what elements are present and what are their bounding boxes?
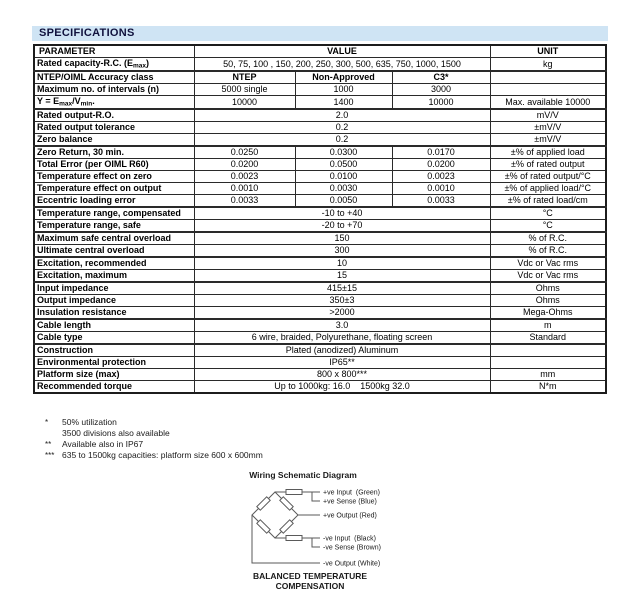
param-subscript: max <box>59 100 73 108</box>
table-row <box>34 146 606 159</box>
neg-output-label: -ve Output (White) <box>323 560 381 568</box>
value-cell: 0.0050 <box>295 195 392 208</box>
footnote-marker: ** <box>45 440 52 449</box>
param-cell: Environmental protection <box>34 357 194 369</box>
table-row <box>34 122 606 134</box>
param-cell: Maximum no. of intervals (n) <box>34 84 194 96</box>
param-cell: Rated output-R.O. <box>34 109 194 122</box>
param-cell: Maximum safe central overload <box>34 232 194 245</box>
footnote-marker: * <box>45 418 49 427</box>
header-parameter: PARAMETER <box>34 45 194 58</box>
table-row <box>34 357 606 369</box>
unit-cell: mV/V <box>490 109 606 122</box>
unit-cell: % of R.C. <box>490 232 606 245</box>
table-row <box>34 332 606 345</box>
unit-cell: ±% of rated load/cm <box>490 195 606 208</box>
unit-cell: °C <box>490 220 606 233</box>
unit-cell: ±% of applied load <box>490 146 606 159</box>
resistor-icon <box>257 520 270 533</box>
table-row <box>34 134 606 147</box>
unit-cell <box>490 84 606 96</box>
value-cell: 10 <box>194 257 490 270</box>
unit-cell: Ohms <box>490 282 606 295</box>
table-row <box>34 220 606 233</box>
param-cell: NTEP/OIML Accuracy class <box>34 71 194 84</box>
param-subscript: min <box>80 100 93 108</box>
unit-cell <box>490 344 606 357</box>
value-cell: 10000 <box>194 96 295 110</box>
value-cell: NTEP <box>194 71 295 84</box>
value-cell: 0.0033 <box>194 195 295 208</box>
table-row <box>34 369 606 381</box>
param-text: ) <box>146 58 150 68</box>
value-cell: 800 x 800*** <box>194 369 490 381</box>
param-cell: Rated output tolerance <box>34 122 194 134</box>
unit-cell: ±% of rated output <box>490 159 606 171</box>
param-cell: Recommended torque <box>34 381 194 394</box>
value-cell: 0.0500 <box>295 159 392 171</box>
unit-cell: % of R.C. <box>490 245 606 258</box>
resistor-icon <box>280 520 293 533</box>
param-cell: Ultimate central overload <box>34 245 194 258</box>
bridge-resistors <box>257 490 302 541</box>
table-row <box>34 282 606 295</box>
unit-cell: kg <box>490 58 606 72</box>
unit-cell: ±mV/V <box>490 134 606 147</box>
caption-line-1: BALANCED TEMPERATURE <box>252 571 368 581</box>
value-cell: 0.0100 <box>295 171 392 183</box>
page-title: SPECIFICATIONS <box>32 26 608 41</box>
value-cell: 5000 single <box>194 84 295 96</box>
unit-cell: mm <box>490 369 606 381</box>
param-subscript: max <box>133 62 147 70</box>
footnote-line <box>45 439 263 450</box>
unit-cell <box>490 357 606 369</box>
pos-input-label: +ve Input (Green) <box>323 489 381 497</box>
unit-cell: Vdc or Vac rms <box>490 270 606 283</box>
value-cell: 300 <box>194 245 490 258</box>
value-cell: 3.0 <box>194 319 490 332</box>
value-cell: -20 to +70 <box>194 220 490 233</box>
value-cell: 50, 75, 100 , 150, 200, 250, 300, 500, 635, 750, 1000, 1500 <box>194 58 490 72</box>
param-cell: Input impedance <box>34 282 194 295</box>
value-cell: IP65** <box>194 357 490 369</box>
param-cell <box>34 96 194 110</box>
value-cell: Plated (anodized) Aluminum <box>194 344 490 357</box>
footnote-text: 3500 divisions also available <box>62 428 170 438</box>
table-row <box>34 245 606 258</box>
value-cell: C3* <box>392 71 490 84</box>
footnote-line <box>45 417 263 428</box>
footnote-text: 50% utilization <box>62 417 117 427</box>
table-row <box>34 257 606 270</box>
value-cell: -10 to +40 <box>194 207 490 220</box>
param-text: Y = E <box>37 96 60 106</box>
pos-sense-wire <box>312 492 320 501</box>
footnotes <box>45 417 263 461</box>
param-cell: Temperature range, safe <box>34 220 194 233</box>
param-cell: Platform size (max) <box>34 369 194 381</box>
unit-cell: Mega-Ohms <box>490 307 606 320</box>
value-cell: 0.0010 <box>194 183 295 195</box>
table-row <box>34 109 606 122</box>
value-cell: 1000 <box>295 84 392 96</box>
table-row <box>34 171 606 183</box>
value-cell: 15 <box>194 270 490 283</box>
table-row <box>34 58 606 72</box>
unit-cell: N*m <box>490 381 606 394</box>
param-text: . <box>92 96 95 106</box>
value-cell: 1400 <box>295 96 392 110</box>
wiring-diagram-title: Wiring Schematic Diagram <box>249 470 357 480</box>
table-row <box>34 207 606 220</box>
param-cell: Zero balance <box>34 134 194 147</box>
bridge-diamond <box>252 492 298 538</box>
param-cell: Construction <box>34 344 194 357</box>
value-cell: 6 wire, braided, Polyurethane, floating screen <box>194 332 490 345</box>
pos-output-label: +ve Output (Red) <box>323 512 377 520</box>
value-cell: 0.0170 <box>392 146 490 159</box>
diagram-caption <box>240 572 380 591</box>
value-cell: 0.0010 <box>392 183 490 195</box>
table-header-row <box>34 45 606 58</box>
param-cell: Eccentric loading error <box>34 195 194 208</box>
param-cell: Zero Return, 30 min. <box>34 146 194 159</box>
value-cell: Non-Approved <box>295 71 392 84</box>
value-cell: 0.2 <box>194 122 490 134</box>
value-cell: 3000 <box>392 84 490 96</box>
unit-cell: ±% of rated output/°C <box>490 171 606 183</box>
table-row <box>34 344 606 357</box>
table-row <box>34 96 606 110</box>
footnote-text: 635 to 1500kg capacities: platform size 600 x 600mm <box>62 450 263 460</box>
table-row <box>34 270 606 283</box>
value-cell: 0.2 <box>194 134 490 147</box>
value-cell: 0.0200 <box>392 159 490 171</box>
value-cell: 0.0250 <box>194 146 295 159</box>
resistor-icon <box>257 497 270 510</box>
footnote-text: Available also in IP67 <box>62 439 144 449</box>
header-unit: UNIT <box>490 45 606 58</box>
param-cell: Cable type <box>34 332 194 345</box>
param-cell: Output impedance <box>34 295 194 307</box>
wheatstone-bridge-diagram <box>240 485 430 571</box>
table-row <box>34 319 606 332</box>
value-cell: 150 <box>194 232 490 245</box>
unit-cell: ±% of applied load/°C <box>490 183 606 195</box>
table-row <box>34 295 606 307</box>
footnote-line <box>45 450 263 461</box>
value-cell: 0.0300 <box>295 146 392 159</box>
value-cell: 0.0023 <box>194 171 295 183</box>
param-cell: Temperature effect on output <box>34 183 194 195</box>
unit-cell: ±mV/V <box>490 122 606 134</box>
header-value: VALUE <box>194 45 490 58</box>
value-cell: 0.0023 <box>392 171 490 183</box>
value-cell: >2000 <box>194 307 490 320</box>
value-cell: 350±3 <box>194 295 490 307</box>
neg-sense-label: -ve Sense (Brown) <box>323 544 381 552</box>
table-row <box>34 307 606 320</box>
table-row <box>34 84 606 96</box>
param-text: Rated capacity-R.C. (E <box>37 58 134 68</box>
value-cell: 2.0 <box>194 109 490 122</box>
footnote-marker <box>45 428 62 439</box>
param-cell: Temperature range, compensated <box>34 207 194 220</box>
value-cell: 0.0033 <box>392 195 490 208</box>
table-row <box>34 71 606 84</box>
unit-cell: Vdc or Vac rms <box>490 257 606 270</box>
param-cell: Excitation, maximum <box>34 270 194 283</box>
value-cell: 0.0200 <box>194 159 295 171</box>
footnote-line <box>45 428 263 439</box>
neg-sense-wire <box>312 538 320 547</box>
value-cell: 10000 <box>392 96 490 110</box>
param-cell: Cable length <box>34 319 194 332</box>
unit-cell <box>490 71 606 84</box>
unit-cell: Standard <box>490 332 606 345</box>
caption-line-2: COMPENSATION <box>275 580 345 591</box>
neg-input-label: -ve Input (Black) <box>323 535 376 543</box>
unit-cell: m <box>490 319 606 332</box>
specifications-table <box>33 44 607 394</box>
table-row <box>34 195 606 208</box>
value-cell: 415±15 <box>194 282 490 295</box>
value-cell: 0.0030 <box>295 183 392 195</box>
param-cell: Temperature effect on zero <box>34 171 194 183</box>
param-cell: Total Error (per OIML R60) <box>34 159 194 171</box>
resistor-icon <box>286 490 302 495</box>
unit-cell: °C <box>490 207 606 220</box>
pos-sense-label: +ve Sense (Blue) <box>323 498 377 506</box>
unit-cell: Max. available 10000 <box>490 96 606 110</box>
table-row <box>34 183 606 195</box>
param-cell <box>34 58 194 72</box>
resistor-icon <box>280 497 293 510</box>
param-cell: Insulation resistance <box>34 307 194 320</box>
resistor-icon <box>286 536 302 541</box>
footnote-marker: *** <box>45 451 55 460</box>
param-cell: Excitation, recommended <box>34 257 194 270</box>
table-row <box>34 232 606 245</box>
value-cell: Up to 1000kg: 16.0 1500kg 32.0 <box>194 381 490 394</box>
param-text: /V <box>72 96 81 106</box>
table-row <box>34 159 606 171</box>
unit-cell: Ohms <box>490 295 606 307</box>
table-row <box>34 381 606 394</box>
